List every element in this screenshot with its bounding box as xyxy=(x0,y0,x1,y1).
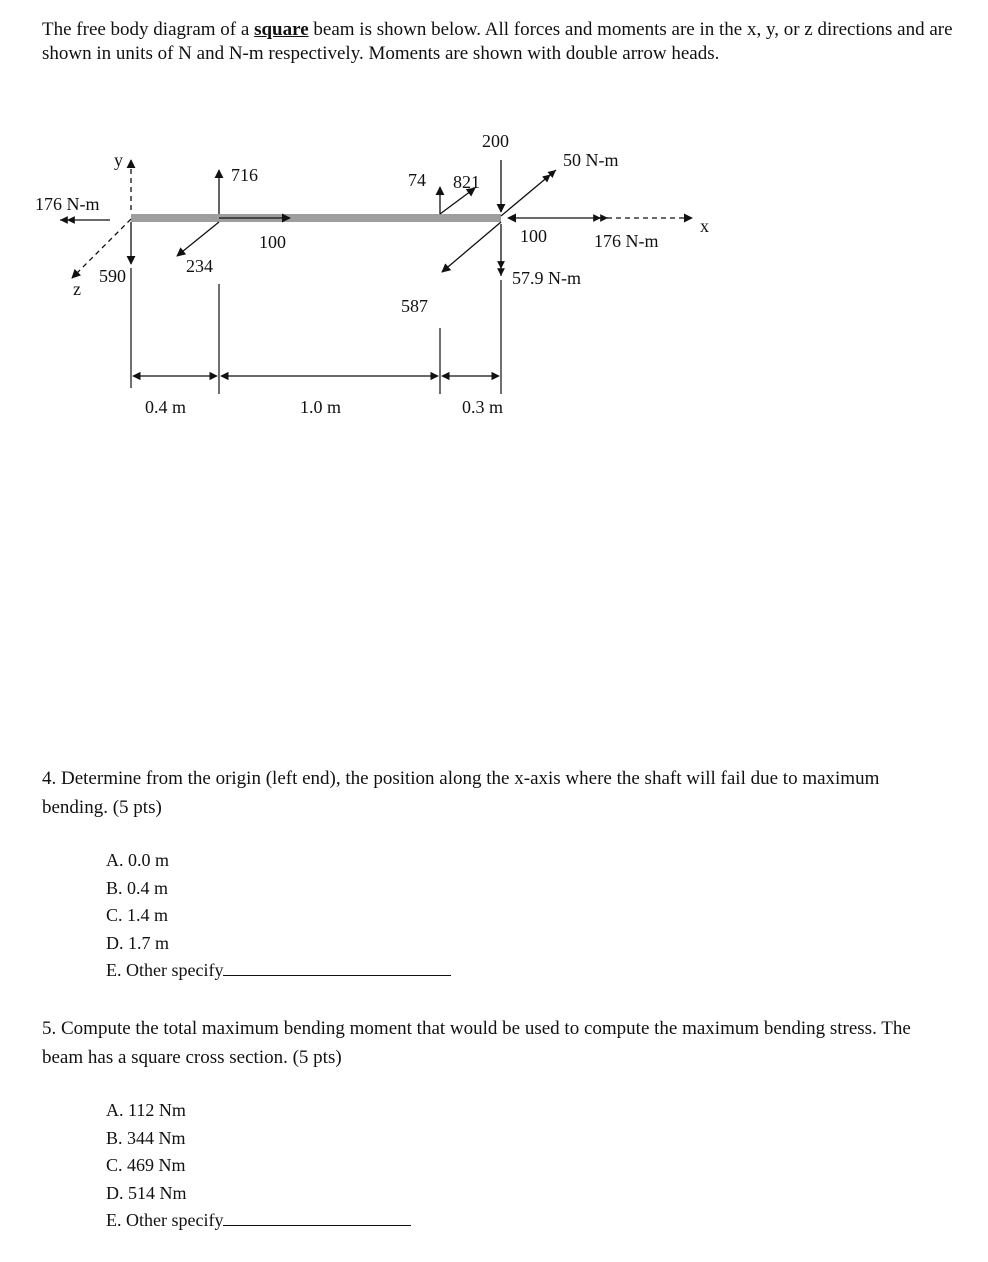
problem-intro xyxy=(42,18,962,66)
force-200-label: 200 xyxy=(482,131,509,151)
moment-50-label: 50 N-m xyxy=(563,150,619,170)
moment-57-9-label: 57.9 N-m xyxy=(512,268,581,288)
x-axis-label: x xyxy=(700,216,709,236)
dim-label-1-0: 1.0 m xyxy=(300,397,342,417)
beam xyxy=(131,214,501,222)
force-590-label: 590 xyxy=(99,266,126,286)
question-4: 4. Determine from the origin (left end), the position along the x-axis where the shaft will fail due to maximum bending. (5 pts) xyxy=(42,768,880,818)
force-234-arrow xyxy=(177,222,219,256)
q4-choice-c[interactable]: C. 1.4 m xyxy=(106,905,169,925)
z-axis-label: z xyxy=(73,279,81,299)
question-5: 5. Compute the total maximum bending moment that would be used to compute the maximum bending stress. The beam has a square cross section. (5 pts) xyxy=(42,1018,911,1068)
q5-choice-b[interactable]: B. 344 Nm xyxy=(106,1127,186,1148)
free-body-diagram xyxy=(0,120,988,420)
force-100-right-label: 100 xyxy=(520,226,547,246)
y-axis-label: y xyxy=(114,150,123,170)
q5-choice-d[interactable]: D. 514 Nm xyxy=(106,1182,187,1203)
q5-choice-c[interactable]: C. 469 Nm xyxy=(106,1155,186,1175)
q4-specify-blank[interactable] xyxy=(223,974,451,976)
moment-50-arrow xyxy=(501,170,556,216)
q5-specify-blank[interactable] xyxy=(223,1224,411,1226)
force-716-label: 716 xyxy=(231,165,258,185)
q4-choice-e-label: E. Other specify xyxy=(106,960,224,980)
q4-choice-e[interactable] xyxy=(106,957,451,985)
dim-label-0-3: 0.3 m xyxy=(462,397,504,417)
intro-text-1: The free body diagram of a xyxy=(42,19,255,40)
question-4-choices xyxy=(106,847,451,985)
right-moment-label: 176 N-m xyxy=(594,231,659,251)
force-587-arrow xyxy=(442,222,501,272)
force-587-label: 587 xyxy=(401,296,428,316)
q5-choice-e[interactable] xyxy=(106,1207,411,1235)
q5-choice-a[interactable]: A. 112 Nm xyxy=(106,1100,186,1120)
force-100-mid-label: 100 xyxy=(259,232,286,252)
intro-emphasis-square: square xyxy=(254,19,309,40)
force-74-label: 74 xyxy=(408,170,426,190)
q4-choice-d[interactable]: D. 1.7 m xyxy=(106,932,169,953)
q5-choice-e-label: E. Other specify xyxy=(106,1210,224,1230)
q4-choice-a[interactable]: A. 0.0 m xyxy=(106,850,169,870)
left-moment-label: 176 N-m xyxy=(35,194,100,214)
force-821-label: 821 xyxy=(453,172,480,192)
dim-label-0-4: 0.4 m xyxy=(145,397,187,417)
force-234-label: 234 xyxy=(186,256,213,276)
question-5-choices xyxy=(106,1097,411,1235)
q4-choice-b[interactable]: B. 0.4 m xyxy=(106,877,169,898)
intro-text-2: beam is shown below. All forces and moments are in the x, y, or z directions and are shown in units of N and N-m respectively. Moments are shown with double arrow heads. xyxy=(42,19,953,64)
